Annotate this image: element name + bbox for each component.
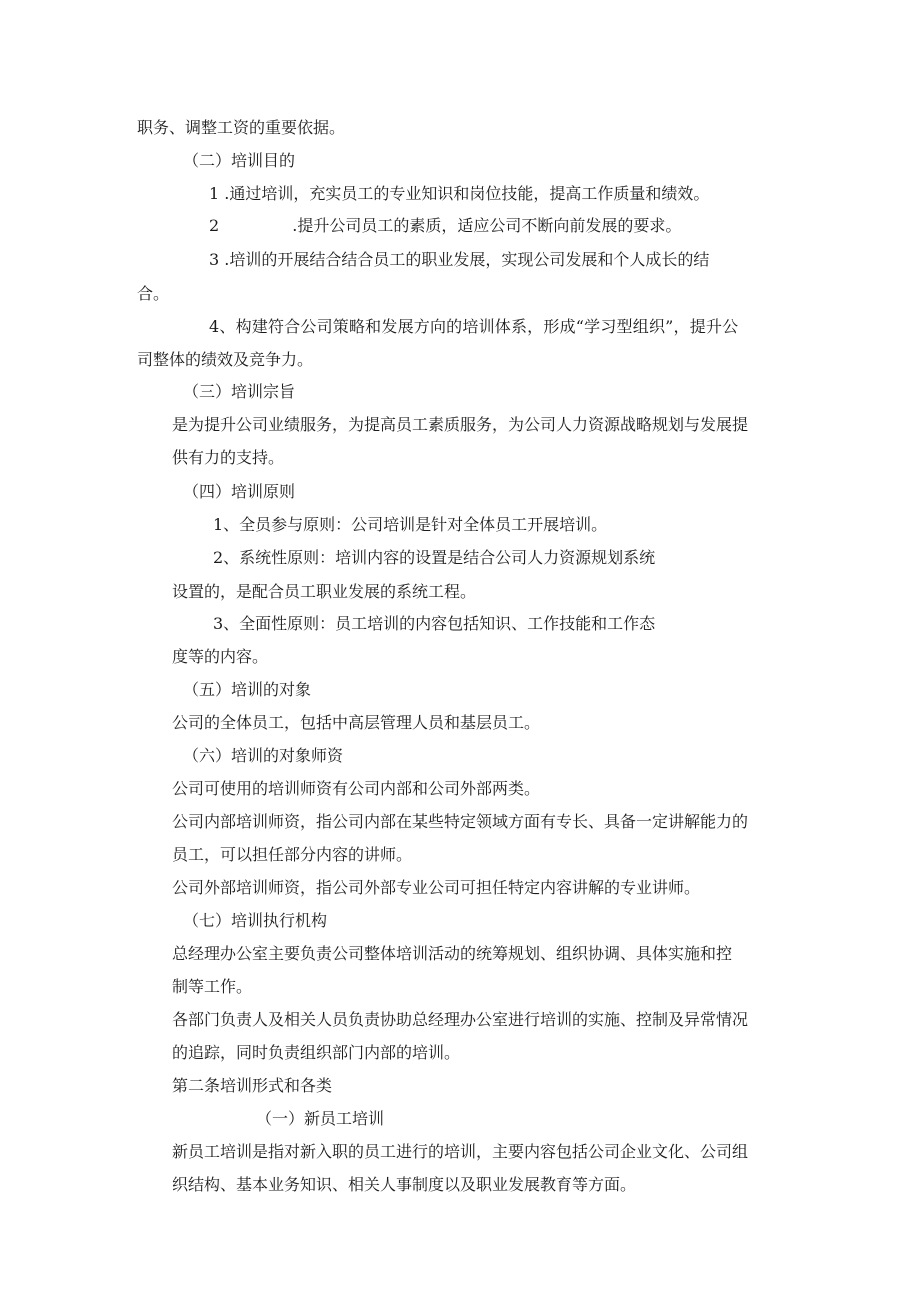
section-heading: （五）培训的对象 xyxy=(183,680,312,699)
paragraph-line: 公司内部培训师资，指公司内部在某些特定领域方面有专长、具备一定讲解能力的 xyxy=(172,812,749,831)
text-line: 司整体的绩效及竞争力。 xyxy=(137,350,314,369)
list-item: 1、全员参与原则：公司培训是针对全体员工开展培训。 xyxy=(213,515,608,534)
section-heading: （七）培训执行机构 xyxy=(183,911,328,930)
paragraph-line: 员工，可以担任部分内容的讲师。 xyxy=(172,845,413,864)
paragraph-line: 供有力的支持。 xyxy=(172,448,285,467)
paragraph-line: 公司可使用的培训师资有公司内部和公司外部两类。 xyxy=(172,779,541,798)
paragraph-line: 的追踪，同时负责组织部门内部的培训。 xyxy=(172,1043,461,1062)
list-item: 4、构建符合公司策略和发展方向的培训体系，形成“学习型组织”，提升公 xyxy=(209,317,739,336)
list-item: 3、全面性原则：员工培训的内容包括知识、工作技能和工作态 xyxy=(213,614,656,633)
section-heading: （二）培训目的 xyxy=(183,151,296,170)
section-heading: （三）培训宗旨 xyxy=(183,382,296,401)
paragraph-line: 新员工培训是指对新入职的员工进行的培训，主要内容包括公司企业文化、公司组 xyxy=(172,1142,749,1161)
article-heading: 第二条培训形式和各类 xyxy=(172,1076,333,1095)
list-item: 2 .提升公司员工的素质，适应公司不断向前发展的要求。 xyxy=(209,216,682,235)
section-heading: （一）新员工培训 xyxy=(256,1109,385,1128)
paragraph-line: 度等的内容。 xyxy=(172,647,269,666)
paragraph-line: 设置的，是配合员工职业发展的系统工程。 xyxy=(172,582,477,601)
paragraph-line: 公司的全体员工，包括中高层管理人员和基层员工。 xyxy=(172,713,541,732)
list-item: 2、系统性原则：培训内容的设置是结合公司人力资源规划系统 xyxy=(213,548,656,567)
paragraph-line: 制等工作。 xyxy=(172,977,253,996)
list-item: 1 .通过培训，充实员工的专业知识和岗位技能，提高工作质量和绩效。 xyxy=(209,184,710,203)
paragraph-line: 总经理办公室主要负责公司整体培训活动的统筹规划、组织协调、具体实施和控 xyxy=(172,944,733,963)
text-line: 合。 xyxy=(137,284,170,303)
paragraph-line: 公司外部培训师资，指公司外部专业公司可担任特定内容讲解的专业讲师。 xyxy=(172,878,701,897)
section-heading: （六）培训的对象师资 xyxy=(183,746,344,765)
section-heading: （四）培训原则 xyxy=(183,482,296,501)
paragraph-line: 织结构、基本业务知识、相关人事制度以及职业发展教育等方面。 xyxy=(172,1175,637,1194)
list-item: 3 .培训的开展结合结合员工的职业发展，实现公司发展和个人成长的结 xyxy=(209,250,710,269)
paragraph-line: 是为提升公司业绩服务，为提高员工素质服务，为公司人力资源战略规划与发展提 xyxy=(172,415,749,434)
paragraph-line: 各部门负责人及相关人员负责协助总经理办公室进行培训的实施、控制及异常情况 xyxy=(172,1010,749,1029)
text-line: 职务、调整工资的重要依据。 xyxy=(137,118,346,137)
